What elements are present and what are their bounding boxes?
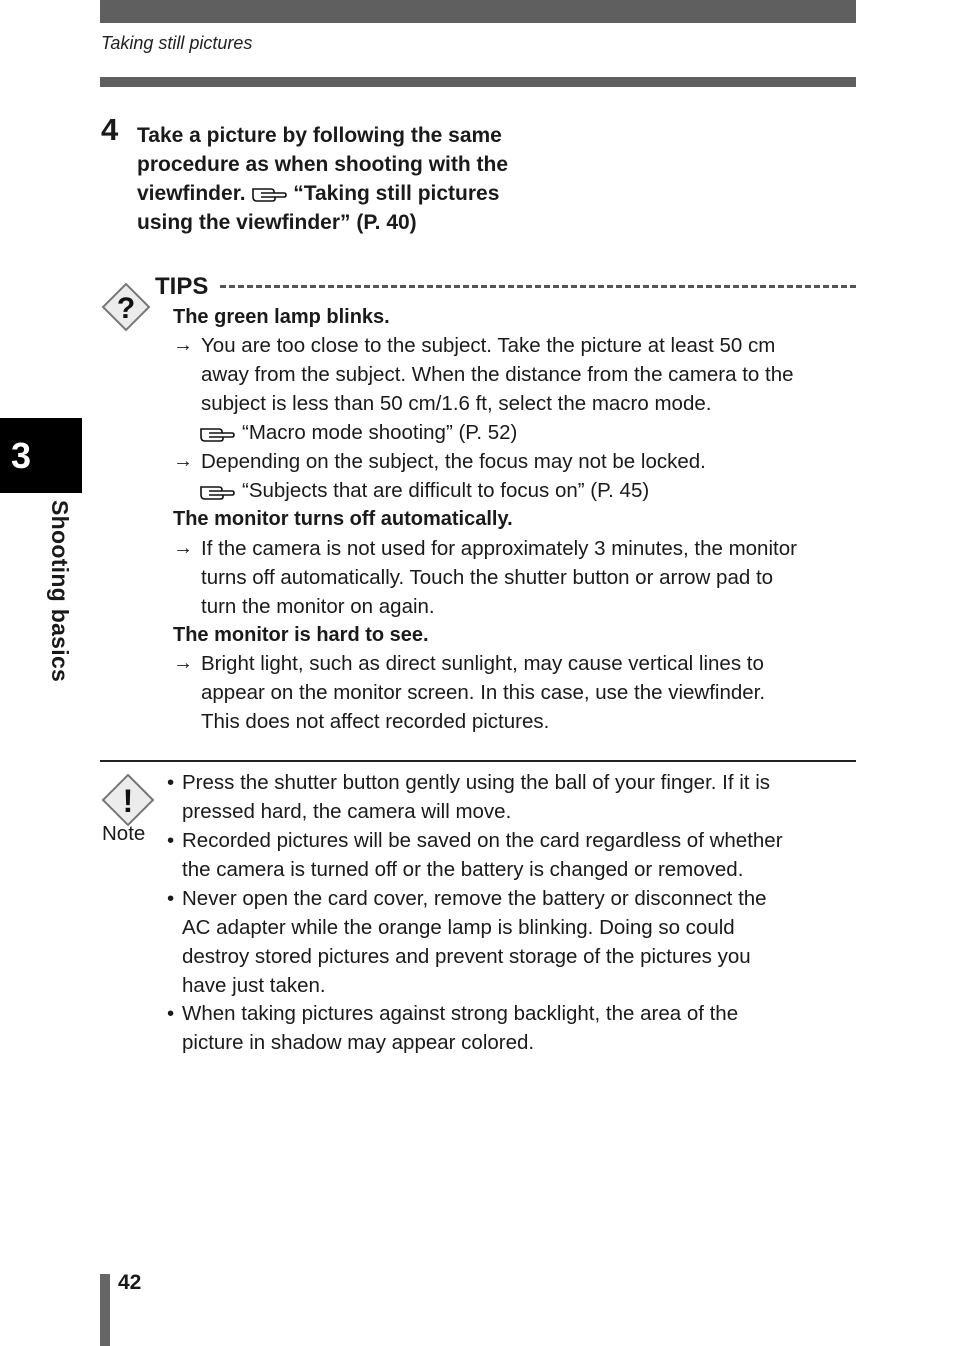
footer-bar — [100, 1274, 110, 1346]
note-text: Press the shutter button gently using the ball of your finger. If it is — [182, 771, 770, 794]
tip-heading: The monitor is hard to see. — [173, 624, 429, 646]
arrow-icon: → — [173, 450, 193, 472]
step-line: procedure as when shooting with the — [137, 153, 509, 176]
step-line: Take a picture by following the same — [137, 124, 502, 147]
tip-text: away from the subject. When the distance from the camera to the — [201, 363, 794, 386]
step-instruction — [137, 121, 547, 237]
note-text: When taking pictures against strong backlight, the area of the — [182, 1002, 739, 1025]
note-text: pressed hard, the camera will move. — [182, 800, 512, 823]
header-rule — [100, 77, 856, 87]
bullet: • — [167, 1002, 175, 1025]
step-number: 4 — [101, 112, 119, 147]
note-text: AC adapter while the orange lamp is blinking. Doing so could — [182, 916, 735, 939]
reference-hand-icon — [251, 184, 287, 202]
page-reference: “Macro mode shooting” (P. 52) — [242, 421, 518, 444]
note-label: Note — [102, 822, 146, 845]
tip-text: turn the monitor on again. — [201, 595, 435, 618]
note-text: Never open the card cover, remove the battery or disconnect the — [182, 887, 767, 910]
step-text-part: viewfinder. — [137, 182, 246, 205]
bullet: • — [167, 771, 175, 794]
page-reference: “Subjects that are difficult to focus on” (P. 45) — [242, 479, 650, 502]
chapter-number: 3 — [10, 435, 32, 476]
tip-text: If the camera is not used for approximately 3 minutes, the monitor — [201, 537, 797, 560]
svg-text:!: ! — [122, 783, 134, 819]
arrow-icon: → — [173, 652, 193, 674]
page-number: 42 — [118, 1271, 142, 1294]
note-text: picture in shadow may appear colored. — [182, 1031, 535, 1054]
step-line: using the viewfinder” (P. 40) — [137, 211, 417, 234]
note-text: the camera is turned off or the battery is changed or removed. — [182, 858, 744, 881]
bullet: • — [167, 887, 175, 910]
question-mark-diamond-icon — [100, 281, 152, 333]
tip-text: You are too close to the subject. Take the picture at least 50 cm — [201, 334, 776, 357]
tip-heading: The green lamp blinks. — [173, 306, 390, 328]
chapter-title: Shooting basics — [47, 500, 73, 683]
svg-text:?: ? — [116, 292, 136, 325]
note-text: have just taken. — [182, 974, 326, 997]
tips-divider — [220, 285, 856, 288]
arrow-icon: → — [173, 537, 193, 559]
step-text-part: “Taking still pictures — [293, 182, 500, 205]
bullet: • — [167, 829, 175, 852]
tips-label: TIPS — [155, 273, 209, 300]
arrow-icon: → — [173, 334, 193, 356]
note-text: destroy stored pictures and prevent storage of the pictures you — [182, 945, 751, 968]
exclamation-diamond-icon — [100, 772, 156, 828]
tip-text: subject is less than 50 cm/1.6 ft, select the macro mode. — [201, 392, 712, 415]
step-line — [137, 179, 547, 208]
tip-text: turns off automatically. Touch the shutter button or arrow pad to — [201, 566, 774, 589]
tip-text: This does not affect recorded pictures. — [201, 710, 550, 733]
tip-text: Depending on the subject, the focus may not be locked. — [201, 450, 706, 473]
tip-text: Bright light, such as direct sunlight, may cause vertical lines to — [201, 652, 764, 675]
note-divider — [100, 760, 856, 762]
reference-hand-icon — [199, 482, 235, 500]
note-text: Recorded pictures will be saved on the card regardless of whether — [182, 829, 783, 852]
header-bar — [100, 0, 856, 23]
tip-heading: The monitor turns off automatically. — [173, 508, 513, 530]
reference-hand-icon — [199, 424, 235, 442]
tip-text: appear on the monitor screen. In this case, use the viewfinder. — [201, 681, 766, 704]
running-header: Taking still pictures — [101, 33, 253, 53]
